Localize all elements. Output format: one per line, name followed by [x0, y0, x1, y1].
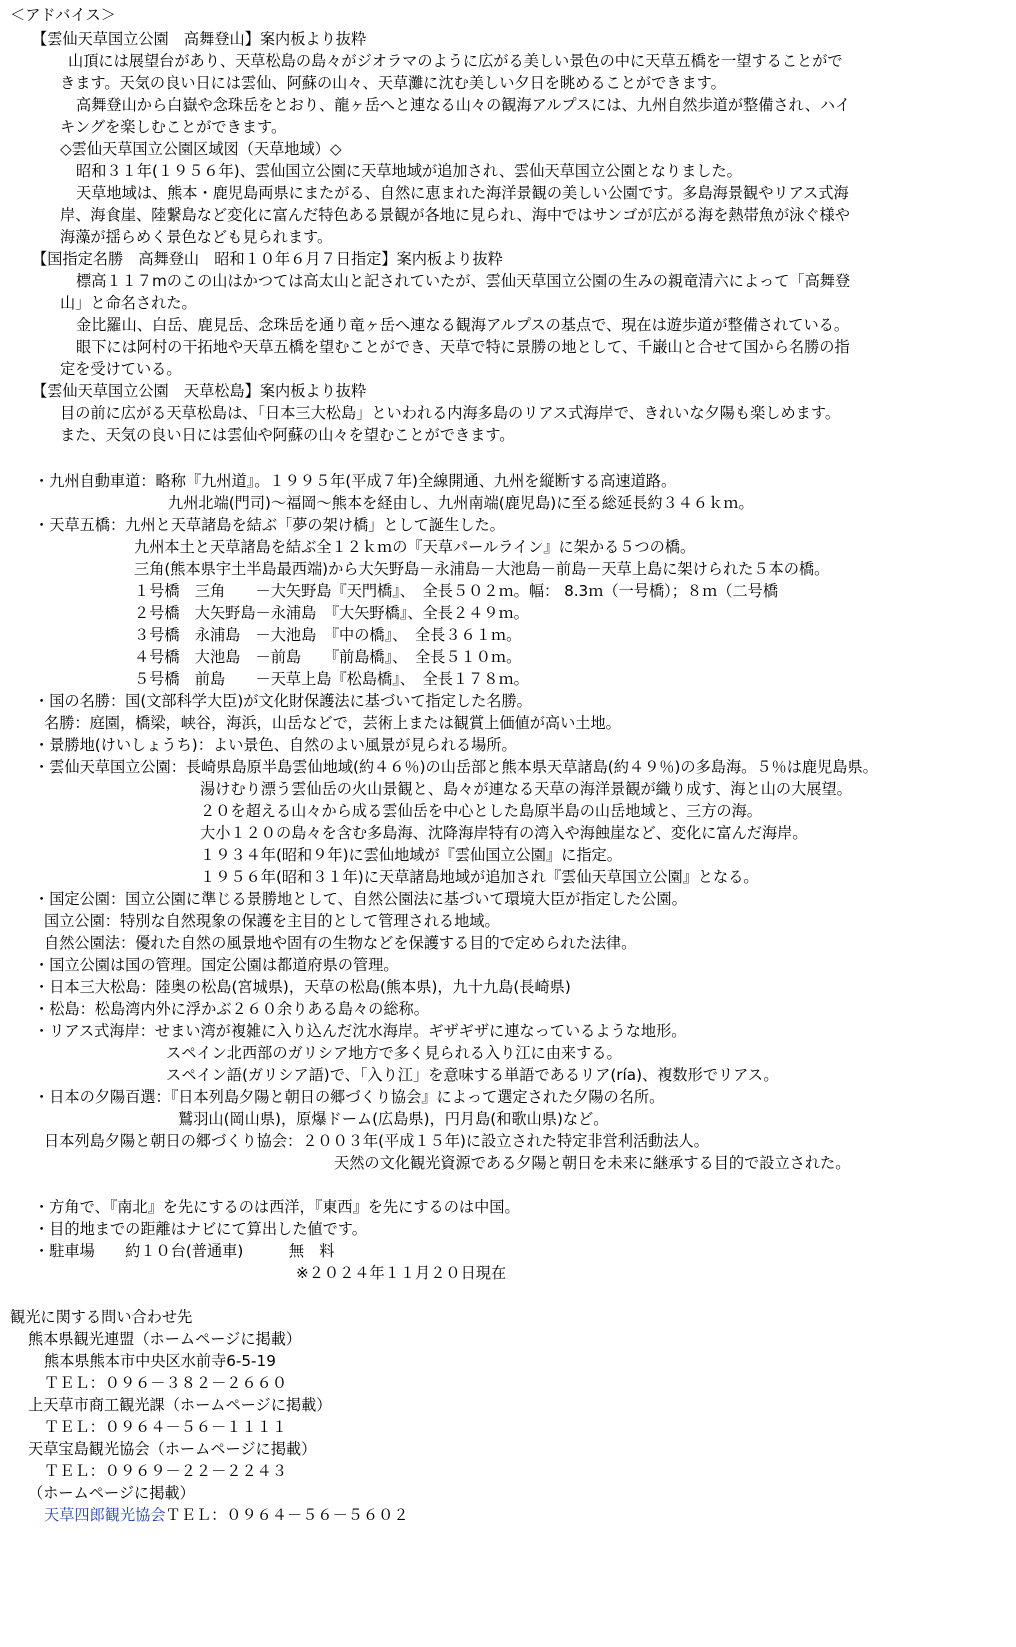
contact-tel: ＴＥＬ：０９６－３８２－２６６０: [44, 1374, 287, 1392]
section-heading: 【雲仙天草国立公園 高舞登山】案内板より抜粋: [32, 30, 367, 48]
note-item: ・景勝地(けいしょうち)：よい景色、自然のよい風景が見られる場所。: [34, 736, 517, 754]
text-line: 海藻が揺らめく景色なども見られます。: [60, 228, 333, 246]
note-item: ・方角で、『南北』を先にするのは西洋，『東西』を先にするのは中国。: [34, 1198, 520, 1216]
contact-heading: 観光に関する問い合わせ先: [10, 1308, 193, 1326]
note-item: ・日本の夕陽百選：『日本列島夕陽と朝日の郷づくり協会』によって選定された夕陽の名所。: [34, 1088, 665, 1106]
section-subheading: ◇雲仙天草国立公園区域図（天草地域）◇: [60, 140, 342, 158]
note-detail: 大小１２０の島々を含む多島海、沈降海岸特有の湾入や海蝕崖など、変化に富んだ海岸。: [200, 824, 808, 842]
text-line: 高舞登山から白嶽や念珠岳をとおり、龍ヶ岳へと連なる山々の観海アルプスには、九州自然歩道が整備され、ハイ: [76, 96, 851, 114]
contact-note: ＴＥＬ：０９６４－５６－５６０２: [165, 1506, 409, 1524]
bridge-row: ４号橋 大池島 －前島 『前島橋』、 全長５１０ｍ。: [134, 648, 522, 666]
note-item: ・国定公園：国立公園に準じる景勝地として、自然公園法に基づいて環境大臣が指定した公園。: [34, 890, 687, 908]
note-item: ・リアス式海岸：せまい湾が複雑に入り込んだ沈水海岸。ギザギザに連なっているような地形。: [34, 1022, 687, 1040]
note-detail: 日本列島夕陽と朝日の郷づくり協会：２００３年(平成１５年)に設立された特定非営利活動法人。: [44, 1132, 709, 1150]
text-line: 定を受けている。: [60, 360, 182, 378]
contact-name: 熊本県観光連盟（ホームページに掲載）: [28, 1330, 302, 1348]
contact-tel: ＴＥＬ：０９６４－５６－１１１１: [44, 1418, 287, 1436]
text-line: 目の前に広がる天草松島は、「日本三大松島」といわれる内海多島のリアス式海岸で、きれいな夕陽も楽しめます。: [60, 404, 841, 422]
parking-info: ・駐車場 約１０台(普通車) 無 料: [34, 1242, 335, 1260]
note-detail: 九州本土と天草諸島を結ぶ全１２ｋｍの『天草パールライン』に架かる５つの橋。: [134, 538, 696, 556]
note-detail: スペイン語(ガリシア語)で、「入り江」を意味する単語であるリア(ría)、複数形でリアス。: [166, 1066, 779, 1084]
note-detail: スペイン北西部のガリシア地方で多く見られる入り江に由来する。: [166, 1044, 622, 1062]
note-detail: １９５６年(昭和３１年)に天草諸島地域が追加され『雲仙天草国立公園』となる。: [200, 868, 759, 886]
note-item: ・日本三大松島：陸奥の松島(宮城県)，天草の松島(熊本県)，九十九島(長崎県): [34, 978, 571, 996]
bridge-row: １号橋 三角 －大矢野島『天門橋』、 全長５０２ｍ。幅： 8.3ｍ（一号橋）；８ｍ（二号橋: [134, 582, 779, 600]
bridge-row: ５号橋 前島 －天草上島『松島橋』、 全長１７８ｍ。: [134, 670, 529, 688]
contact-name: 天草宝島観光協会（ホームページに掲載）: [28, 1440, 317, 1458]
note-item: ・九州自動車道：略称『九州道』。１９９５年(平成７年)全線開通、九州を縦断する高速道路。: [34, 472, 677, 490]
text-line: 眼下には阿村の干拓地や天草五橋を望むことができ、天草で特に景勝の地として、千巌山と合せて国から名勝の指: [76, 338, 850, 356]
note-detail: ２０を超える山々から成る雲仙岳を中心とした島原半島の山岳地域と、三方の海。: [200, 802, 762, 820]
note-detail: 九州北端(門司)～福岡～熊本を経由し、九州南端(鹿児島)に至る総延長約３４６ｋｍ。: [168, 494, 754, 512]
section-heading: 【国指定名勝 高舞登山 昭和１０年６月７日指定】案内板より抜粋: [32, 250, 503, 268]
note-item: ・国立公園は国の管理。国定公園は都道府県の管理。: [34, 956, 399, 974]
note-detail: 三角(熊本県宇土半島最西端)から大矢野島－永浦島－大池島－前島－天草上島に架けられた５本の橋。: [134, 560, 830, 578]
note-item: ・目的地までの距離はナビにて算出した値です。: [34, 1220, 367, 1238]
contact-name: （ホームページに掲載）: [28, 1484, 195, 1502]
contact-tel: [44, 1504, 409, 1526]
note-detail: 天然の文化観光資源である夕陽と朝日を未来に継承する目的で設立された。: [334, 1154, 851, 1172]
note-detail: １９３４年(昭和９年)に雲仙地域が『雲仙国立公園』に指定。: [200, 846, 622, 864]
section-heading: 【雲仙天草国立公園 天草松島】案内板より抜粋: [32, 382, 367, 400]
text-line: きます。天気の良い日には雲仙、阿蘇の山々、天草灘に沈む美しい夕日を眺めることができます。: [60, 74, 726, 92]
text-line: 昭和３１年(１９５６年)、雲仙国立公園に天草地域が追加され、雲仙天草国立公園となりました。: [76, 162, 742, 180]
text-line: 天草地域は、熊本・鹿児島両県にまたがる、自然に恵まれた海洋景観の美しい公園です。多島海景観やリアス式海: [76, 184, 849, 202]
bridge-row: ３号橋 永浦島 －大池島 『中の橋』、 全長３６１ｍ。: [134, 626, 522, 644]
text-line: 山頂には展望台があり、天草松島の島々がジオラマのように広がる美しい景色の中に天草五橋を一望することがで: [68, 52, 843, 70]
contact-tel: ＴＥＬ：０９６９－２２－２２４３: [44, 1462, 287, 1480]
bridge-row: ２号橋 大矢野島－永浦島 『大矢野橋』、全長２４９ｍ。: [134, 604, 529, 622]
note-detail: 国立公園：特別な自然現象の保護を主目的として管理される地域。: [44, 912, 500, 930]
note-item: ・雲仙天草国立公園：長崎県島原半島雲仙地域(約４６％)の山岳部と熊本県天草諸島(約４９％)の多島海。５％は鹿児島県。: [34, 758, 878, 776]
text-line: また、天気の良い日には雲仙や阿蘇の山々を望むことができます。: [60, 426, 515, 444]
note-item: ・天草五橋：九州と天草諸島を結ぶ「夢の架け橋」として誕生した。: [34, 516, 505, 534]
contact-address: 熊本県熊本市中央区水前寺6-5-19: [44, 1352, 276, 1370]
note-detail: 鷲羽山(岡山県)，原爆ドーム(広島県)，円月島(和歌山県)など。: [178, 1110, 609, 1128]
text-line: 金比羅山、白岳、鹿見岳、念珠岳を通り竜ヶ岳へ連なる観海アルプスの基点で、現在は遊歩道が整備されている。: [76, 316, 850, 334]
note-item: ・松島：松島湾内外に浮かぶ２６０余りある島々の総称。: [34, 1000, 429, 1018]
date-note: ※２０２４年１１月２０日現在: [296, 1264, 507, 1282]
text-line: キングを楽しむことができます。: [60, 118, 287, 136]
note-detail: 湯けむり漂う雲仙岳の火山景観と、島々が連なる天草の海洋景観が織り成す、海と山の大展望。: [200, 780, 852, 798]
note-item: ・国の名勝：国(文部科学大臣)が文化財保護法に基づいて指定した名勝。: [34, 692, 532, 710]
note-detail: 自然公園法：優れた自然の風景地や固有の生物などを保護する目的で定められた法律。: [44, 934, 637, 952]
text-line: 標高１１７mのこの山はかつては高太山と記されていたが、雲仙天草国立公園の生みの親竜清六によって「高舞登: [76, 272, 851, 290]
amakusa-shiro-tourism-link[interactable]: 天草四郎観光協会: [44, 1506, 166, 1524]
note-detail: 名勝：庭園，橋梁，峡谷，海浜，山岳などで，芸術上または観賞上価値が高い土地。: [44, 714, 621, 732]
advice-heading: ＜アドバイス＞: [10, 6, 116, 24]
contact-name: 上天草市商工観光課（ホームページに掲載）: [28, 1396, 332, 1414]
text-line: 山」と命名された。: [60, 294, 197, 312]
text-line: 岸、海食崖、陸繋島など変化に富んだ特色ある景観が各地に見られ、海中ではサンゴが広がる海を熱帯魚が泳ぐ様や: [60, 206, 850, 224]
